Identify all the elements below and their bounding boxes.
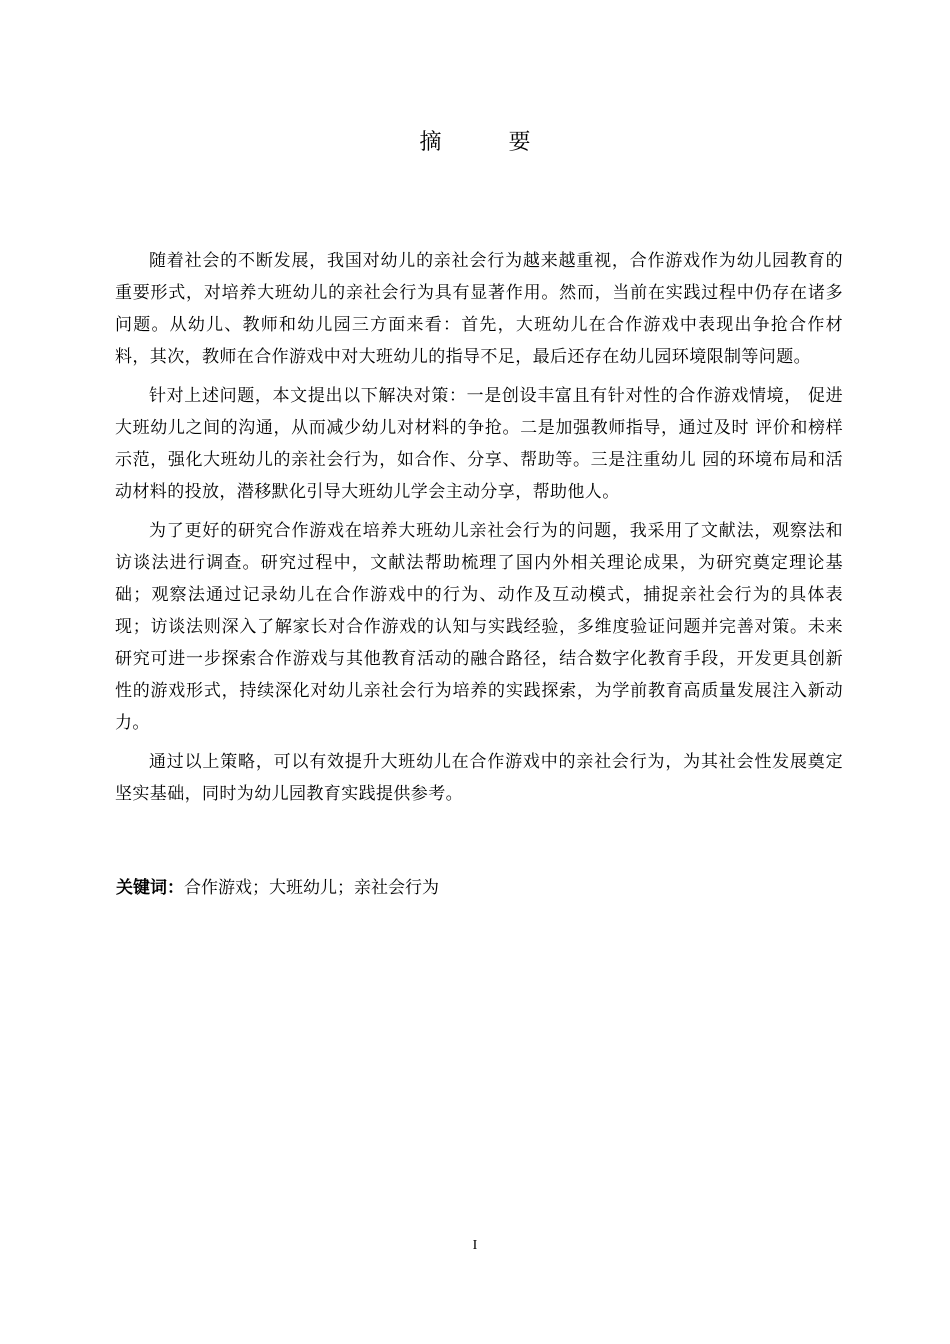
abstract-paragraph: 随着社会的不断发展，我国对幼儿的亲社会行为越来越重视，合作游戏作为幼儿园教育的重要形式，对培养大班幼儿的亲社会行为具有显著作用。然而，当前在实践过程中仍存在诸多问题。从幼儿、教师和幼儿园三方面来看：首先，大班幼儿在合作游戏中表现出争抢合作材料，其次，教师在合作游戏中对大班幼儿的指导不足，最后还存在幼儿园环境限制等问题。	[115, 251, 843, 367]
abstract-paragraph: 针对上述问题，本文提出以下解决对策：一是创设丰富且有针对性的合作游戏情境， 促进大班幼儿之间的沟通，从而减少幼儿对材料的争抢。二是加强教师指导，通过及时 评价和榜样示范，强化大班幼儿的亲社会行为，如合作、分享、帮助等。三是注重幼儿 园的环境布局和活动材料的投放，潜移默化引导大班幼儿学会主动分享，帮助他人。	[115, 386, 843, 502]
abstract-body	[115, 245, 843, 817]
keywords-label: 关键词：	[116, 878, 184, 898]
keywords-value: 合作游戏；大班幼儿；亲社会行为	[184, 878, 439, 898]
page-number: I	[472, 1238, 478, 1253]
abstract-paragraph: 通过以上策略，可以有效提升大班幼儿在合作游戏中的亲社会行为，为其社会性发展奠定坚实基础，同时为幼儿园教育实践提供参考。	[115, 752, 843, 804]
abstract-title: 摘 要	[419, 130, 561, 155]
keywords-line	[116, 872, 844, 904]
abstract-paragraph: 为了更好的研究合作游戏在培养大班幼儿亲社会行为的问题，我采用了文献法，观察法和访谈法进行调查。研究过程中，文献法帮助梳理了国内外相关理论成果，为研究奠定理论基础；观察法通过记录幼儿在合作游戏中的行为、动作及互动模式，捕捉亲社会行为的具体表现；访谈法则深入了解家长对合作游戏的认知与实践经验，多维度验证问题并完善对策。未来研究可进一步探索合作游戏与其他教育活动的融合路径，结合数字化教育手段，开发更具创新性的游戏形式，持续深化对幼儿亲社会行为培养的实践探索，为学前教育高质量发展注入新动力。	[115, 521, 843, 733]
